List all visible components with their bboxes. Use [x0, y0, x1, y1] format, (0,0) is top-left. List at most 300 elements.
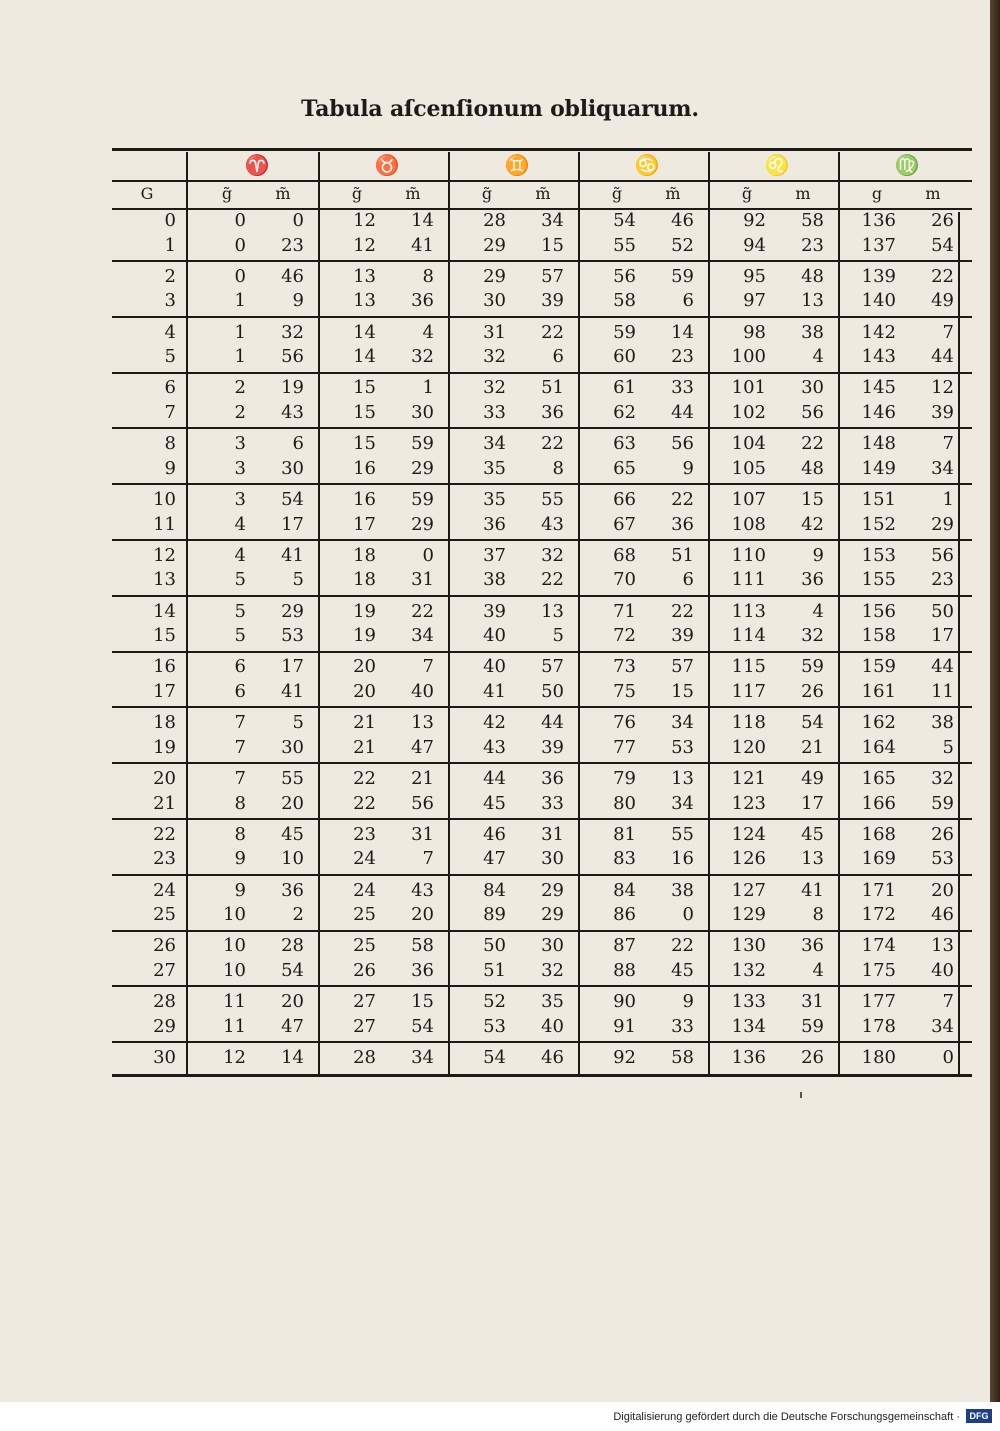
ascension-degrees: 60: [613, 346, 636, 368]
ascension-minutes: 40: [541, 1015, 564, 1037]
ascension-minutes: 58: [671, 1047, 694, 1068]
ascension-degrees: 20: [353, 680, 376, 702]
ascension-minutes: 36: [671, 513, 694, 535]
ascension-minutes: 7: [942, 433, 954, 455]
ascension-minutes: 8: [812, 904, 824, 926]
ascension-minutes: 5: [942, 736, 954, 758]
ascension-degrees: 124: [731, 823, 766, 845]
ascension-degrees: 77: [613, 736, 636, 758]
ascension-degrees: 132: [731, 959, 766, 981]
ascension-degrees: 87: [613, 935, 636, 957]
ascension-minutes: 32: [541, 959, 564, 981]
ascension-degrees: 21: [353, 712, 376, 734]
ascension-degrees: 20: [353, 656, 376, 678]
ascension-degrees: 146: [861, 401, 896, 423]
column-rule: [708, 152, 710, 1074]
ascension-degrees: 14: [353, 346, 376, 368]
ascension-degrees: 19: [353, 625, 376, 647]
ascension-minutes: 56: [411, 792, 434, 814]
ascension-minutes: 36: [541, 401, 564, 423]
ascension-minutes: 32: [541, 544, 564, 566]
ascension-minutes: 46: [671, 210, 694, 231]
degree-cell: 13: [153, 569, 176, 591]
virgo-icon: ♍: [894, 153, 920, 177]
ascension-minutes: 10: [281, 848, 304, 870]
ascension-degrees: 7: [234, 768, 246, 789]
ascension-minutes: 22: [801, 433, 824, 455]
ascension-minutes: 23: [931, 569, 954, 591]
ascension-minutes: 6: [682, 290, 694, 312]
ascension-minutes: 38: [801, 321, 824, 343]
degree-cell: 17: [153, 680, 176, 702]
ascension-minutes: 46: [931, 904, 954, 926]
ascension-degrees: 27: [353, 991, 376, 1013]
degree-cell: 0: [164, 210, 176, 231]
footer-credit: Digitalisierung gefördert durch die Deutsche Forschungsgemeinschaft ·: [613, 1411, 960, 1423]
ascension-degrees: 127: [731, 879, 766, 901]
ascension-degrees: 98: [743, 321, 766, 343]
ascension-degrees: 29: [483, 265, 506, 287]
ascension-degrees: 5: [234, 569, 246, 591]
column-rule: [186, 152, 188, 1074]
ascension-degrees: 42: [483, 712, 506, 734]
ascension-minutes: 58: [411, 935, 434, 957]
ascension-minutes: 17: [281, 513, 304, 535]
ascension-minutes: 50: [541, 680, 564, 702]
ascension-minutes: 22: [411, 600, 434, 622]
table-rule: [112, 595, 972, 597]
ascension-minutes: 54: [801, 712, 824, 734]
ascension-degrees: 67: [613, 513, 636, 535]
ascension-degrees: 139: [861, 265, 896, 287]
ascension-minutes: 7: [942, 321, 954, 343]
ascension-minutes: 26: [801, 680, 824, 702]
minutes-subheader: m̃: [665, 184, 681, 203]
ascension-degrees: 46: [483, 823, 506, 845]
ascension-degrees: 149: [861, 457, 896, 479]
leo-icon: ♌: [764, 153, 790, 177]
ascension-minutes: 17: [931, 625, 954, 647]
ascension-minutes: 5: [292, 569, 304, 591]
ascension-minutes: 34: [411, 625, 434, 647]
ascension-degrees: 25: [353, 935, 376, 957]
ascension-degrees: 0: [234, 210, 246, 231]
ascension-minutes: 9: [292, 290, 304, 312]
degree-cell: 7: [164, 401, 176, 423]
ascension-minutes: 30: [281, 457, 304, 479]
ascension-degrees: 137: [861, 234, 896, 256]
ascension-minutes: 8: [552, 457, 564, 479]
ascension-degrees: 123: [731, 792, 766, 814]
ascension-minutes: 40: [931, 959, 954, 981]
ascension-minutes: 41: [411, 234, 434, 256]
ascension-minutes: 30: [801, 377, 824, 399]
ascension-degrees: 0: [234, 265, 246, 287]
page-edge: [990, 0, 1000, 1402]
ascension-degrees: 10: [223, 904, 246, 926]
ascension-degrees: 175: [861, 959, 896, 981]
ascension-degrees: 12: [353, 234, 376, 256]
ascension-degrees: 54: [613, 210, 636, 231]
degree-cell: 20: [153, 768, 176, 789]
ascension-degrees: 40: [483, 625, 506, 647]
ascension-minutes: 39: [541, 736, 564, 758]
ascension-minutes: 22: [541, 321, 564, 343]
degree-cell: 1: [164, 234, 176, 256]
ascension-degrees: 21: [353, 736, 376, 758]
ascension-minutes: 6: [682, 569, 694, 591]
ascension-minutes: 15: [411, 991, 434, 1013]
table-rule: [112, 1041, 972, 1043]
ascension-degrees: 66: [613, 489, 636, 510]
ascension-minutes: 49: [801, 768, 824, 789]
ascension-minutes: 17: [281, 656, 304, 678]
ascension-minutes: 23: [801, 234, 824, 256]
ascension-degrees: 152: [861, 513, 896, 535]
ascension-degrees: 30: [483, 290, 506, 312]
ascension-minutes: 43: [541, 513, 564, 535]
ascension-degrees: 32: [483, 346, 506, 368]
taurus-icon: ♉: [374, 153, 400, 177]
ascension-minutes: 59: [411, 489, 434, 510]
ascension-degrees: 83: [613, 848, 636, 870]
ascension-degrees: 164: [861, 736, 896, 758]
ascension-degrees: 55: [613, 234, 636, 256]
degree-cell: 15: [153, 625, 176, 647]
table-rule: [112, 762, 972, 764]
ascension-degrees: 13: [353, 265, 376, 287]
ascension-degrees: 113: [731, 600, 766, 622]
ascension-degrees: 177: [861, 991, 896, 1013]
ascension-degrees: 17: [353, 513, 376, 535]
ascension-degrees: 32: [483, 377, 506, 399]
ascension-minutes: 4: [812, 600, 824, 622]
ascension-minutes: 56: [671, 433, 694, 455]
ascension-minutes: 39: [671, 625, 694, 647]
minutes-subheader: m̃: [535, 184, 551, 203]
ascension-degrees: 1: [234, 290, 246, 312]
ascension-degrees: 105: [731, 457, 766, 479]
degree-cell: 2: [164, 265, 176, 287]
ascension-degrees: 159: [861, 656, 896, 678]
ascension-degrees: 2: [234, 377, 246, 399]
degree-cell: 19: [153, 736, 176, 758]
ascension-degrees: 165: [861, 768, 896, 789]
ascension-minutes: 53: [671, 736, 694, 758]
ascension-minutes: 38: [671, 879, 694, 901]
ascension-degrees: 9: [234, 879, 246, 901]
ascension-degrees: 129: [731, 904, 766, 926]
ascension-minutes: 41: [281, 680, 304, 702]
table-rule: [112, 874, 972, 876]
ascension-degrees: 54: [483, 1047, 506, 1068]
ascension-degrees: 81: [613, 823, 636, 845]
ascension-degrees: 86: [613, 904, 636, 926]
ascension-degrees: 15: [353, 401, 376, 423]
degree-cell: 24: [153, 879, 176, 901]
ascension-degrees: 169: [861, 848, 896, 870]
ascension-degrees: 92: [613, 1047, 636, 1068]
ascension-minutes: 33: [671, 1015, 694, 1037]
ascension-minutes: 45: [281, 823, 304, 845]
ascension-minutes: 31: [411, 823, 434, 845]
table-rule: [112, 706, 972, 708]
ascension-degrees: 31: [483, 321, 506, 343]
ascension-degrees: 118: [731, 712, 766, 734]
degrees-subheader: g̃: [481, 184, 493, 203]
ascension-degrees: 14: [353, 321, 376, 343]
ascension-degrees: 61: [613, 377, 636, 399]
ascension-minutes: 23: [281, 234, 304, 256]
ascension-degrees: 79: [613, 768, 636, 789]
ascension-degrees: 22: [353, 792, 376, 814]
ascension-degrees: 84: [613, 879, 636, 901]
ascension-minutes: 14: [671, 321, 694, 343]
degree-cell: 6: [164, 377, 176, 399]
table-rule: [112, 1074, 972, 1077]
ascension-degrees: 8: [234, 823, 246, 845]
degrees-subheader: g̃: [611, 184, 623, 203]
ascension-degrees: 89: [483, 904, 506, 926]
ascension-minutes: 30: [541, 935, 564, 957]
ascension-minutes: 15: [671, 680, 694, 702]
ascension-minutes: 1: [942, 489, 954, 510]
ascension-degrees: 171: [861, 879, 896, 901]
degrees-subheader: g: [871, 184, 883, 203]
ascension-degrees: 63: [613, 433, 636, 455]
ascension-degrees: 104: [731, 433, 766, 455]
ascension-minutes: 31: [801, 991, 824, 1013]
degree-cell: 28: [153, 991, 176, 1013]
ascension-degrees: 58: [613, 290, 636, 312]
ascension-minutes: 50: [931, 600, 954, 622]
ascension-degrees: 19: [353, 600, 376, 622]
degree-cell: 30: [153, 1047, 176, 1068]
ascension-degrees: 158: [861, 625, 896, 647]
ascension-minutes: 54: [931, 234, 954, 256]
ascension-degrees: 121: [731, 768, 766, 789]
ascension-minutes: 13: [541, 600, 564, 622]
ascension-minutes: 19: [281, 377, 304, 399]
minutes-subheader: m: [795, 184, 811, 203]
ascension-degrees: 101: [731, 377, 766, 399]
ascension-degrees: 166: [861, 792, 896, 814]
ascension-degrees: 18: [353, 544, 376, 566]
ascension-minutes: 6: [552, 346, 564, 368]
ascension-degrees: 0: [234, 234, 246, 256]
ascension-minutes: 13: [671, 768, 694, 789]
ascension-degrees: 10: [223, 959, 246, 981]
ascension-minutes: 0: [292, 210, 304, 231]
ascension-minutes: 26: [801, 1047, 824, 1068]
ascension-minutes: 34: [541, 210, 564, 231]
ascension-degrees: 68: [613, 544, 636, 566]
ascension-degrees: 11: [223, 1015, 246, 1037]
ascension-minutes: 22: [931, 265, 954, 287]
ascension-minutes: 33: [671, 377, 694, 399]
ascension-minutes: 48: [801, 457, 824, 479]
ascension-minutes: 39: [541, 290, 564, 312]
ascension-minutes: 41: [281, 544, 304, 566]
ascension-minutes: 0: [422, 544, 434, 566]
ascension-minutes: 17: [801, 792, 824, 814]
ascension-degrees: 53: [483, 1015, 506, 1037]
ascension-minutes: 44: [931, 656, 954, 678]
column-rule: [838, 152, 840, 1074]
ascension-minutes: 5: [552, 625, 564, 647]
ascension-degrees: 47: [483, 848, 506, 870]
ascension-minutes: 57: [541, 656, 564, 678]
ascension-minutes: 26: [931, 210, 954, 231]
ascension-minutes: 4: [812, 959, 824, 981]
table-rule: [112, 260, 972, 262]
ascension-minutes: 34: [671, 792, 694, 814]
ascension-degrees: 37: [483, 544, 506, 566]
ascension-minutes: 36: [801, 935, 824, 957]
column-rule: [448, 152, 450, 1074]
ascension-minutes: 34: [671, 712, 694, 734]
ascension-degrees: 52: [483, 991, 506, 1013]
ascension-minutes: 31: [541, 823, 564, 845]
ascension-minutes: 46: [541, 1047, 564, 1068]
gemini-icon: ♊: [504, 153, 530, 177]
ascension-degrees: 62: [613, 401, 636, 423]
ascension-degrees: 36: [483, 513, 506, 535]
ascension-minutes: 56: [281, 346, 304, 368]
ascension-minutes: 41: [801, 879, 824, 901]
ascension-minutes: 9: [682, 991, 694, 1013]
ascension-degrees: 1: [234, 346, 246, 368]
ascension-minutes: 48: [801, 265, 824, 287]
ascension-minutes: 36: [411, 959, 434, 981]
degree-cell: 10: [153, 489, 176, 510]
ascension-degrees: 15: [353, 377, 376, 399]
ascension-minutes: 31: [411, 569, 434, 591]
ascension-minutes: 36: [541, 768, 564, 789]
ascension-minutes: 51: [671, 544, 694, 566]
ascension-minutes: 7: [422, 656, 434, 678]
degree-cell: 11: [153, 513, 176, 535]
ascension-degrees: 28: [483, 210, 506, 231]
ascension-degrees: 38: [483, 569, 506, 591]
minutes-subheader: m: [925, 184, 941, 203]
ascension-degrees: 94: [743, 234, 766, 256]
ascension-minutes: 32: [931, 768, 954, 789]
ascension-degrees: 65: [613, 457, 636, 479]
ascension-minutes: 7: [942, 991, 954, 1013]
ascension-minutes: 55: [281, 768, 304, 789]
ascension-degrees: 107: [731, 489, 766, 510]
ascension-degrees: 3: [234, 433, 246, 455]
ascension-minutes: 26: [931, 823, 954, 845]
ascension-degrees: 13: [353, 290, 376, 312]
ascension-degrees: 3: [234, 489, 246, 510]
ascension-degrees: 120: [731, 736, 766, 758]
ascension-minutes: 13: [801, 290, 824, 312]
table-rule: [112, 930, 972, 932]
ascension-minutes: 13: [931, 935, 954, 957]
dfg-logo: DFG: [966, 1409, 992, 1423]
ascension-degrees: 3: [234, 457, 246, 479]
ascension-degrees: 10: [223, 935, 246, 957]
ascension-minutes: 42: [801, 513, 824, 535]
ascension-degrees: 9: [234, 848, 246, 870]
degree-cell: 18: [153, 712, 176, 734]
ascension-minutes: 20: [281, 792, 304, 814]
ascension-minutes: 30: [411, 401, 434, 423]
ascension-degrees: 25: [353, 904, 376, 926]
ascension-degrees: 22: [353, 768, 376, 789]
ascension-minutes: 9: [682, 457, 694, 479]
ascension-minutes: 21: [411, 768, 434, 789]
degree-cell: 23: [153, 848, 176, 870]
ascension-degrees: 180: [861, 1047, 896, 1068]
ascension-degrees: 12: [223, 1047, 246, 1068]
ascension-degrees: 133: [731, 991, 766, 1013]
ascension-degrees: 76: [613, 712, 636, 734]
ascension-minutes: 1: [422, 377, 434, 399]
ascension-degrees: 95: [743, 265, 766, 287]
ascension-degrees: 34: [483, 433, 506, 455]
ascension-minutes: 47: [281, 1015, 304, 1037]
ascension-minutes: 54: [281, 959, 304, 981]
ascension-minutes: 22: [541, 433, 564, 455]
table-rule: [112, 651, 972, 653]
ascension-minutes: 9: [812, 544, 824, 566]
degree-cell: 22: [153, 823, 176, 845]
ascension-degrees: 8: [234, 792, 246, 814]
ascension-minutes: 23: [671, 346, 694, 368]
ascension-degrees: 111: [731, 569, 766, 591]
ascension-degrees: 16: [353, 457, 376, 479]
ascension-degrees: 136: [731, 1047, 766, 1068]
ascension-degrees: 27: [353, 1015, 376, 1037]
ascension-minutes: 7: [422, 848, 434, 870]
ascension-minutes: 59: [671, 265, 694, 287]
ascension-degrees: 56: [613, 265, 636, 287]
ascension-degrees: 155: [861, 569, 896, 591]
cancer-icon: ♋: [634, 153, 660, 177]
ascension-degrees: 88: [613, 959, 636, 981]
ascension-degrees: 136: [861, 210, 896, 231]
column-rule: [958, 212, 960, 1074]
ascension-minutes: 54: [281, 489, 304, 510]
degree-cell: 8: [164, 433, 176, 455]
ascension-degrees: 156: [861, 600, 896, 622]
degree-cell: 26: [153, 935, 176, 957]
ascension-minutes: 59: [801, 1015, 824, 1037]
ascension-minutes: 38: [931, 712, 954, 734]
ascension-degrees: 145: [861, 377, 896, 399]
ascension-degrees: 7: [234, 736, 246, 758]
ascension-minutes: 4: [422, 321, 434, 343]
ascension-minutes: 29: [541, 879, 564, 901]
ascension-degrees: 126: [731, 848, 766, 870]
ascension-minutes: 14: [281, 1047, 304, 1068]
ascension-degrees: 44: [483, 768, 506, 789]
ascension-minutes: 44: [931, 346, 954, 368]
ascension-degrees: 51: [483, 959, 506, 981]
ascension-minutes: 52: [671, 234, 694, 256]
ascension-minutes: 53: [931, 848, 954, 870]
ascension-minutes: 34: [931, 457, 954, 479]
degrees-subheader: g̃: [741, 184, 753, 203]
ascension-minutes: 34: [931, 1015, 954, 1037]
ascension-degrees: 16: [353, 489, 376, 510]
ascension-degrees: 73: [613, 656, 636, 678]
page-title: Tabula aſcenſionum obliquarum.: [301, 96, 699, 122]
ascension-minutes: 8: [422, 265, 434, 287]
